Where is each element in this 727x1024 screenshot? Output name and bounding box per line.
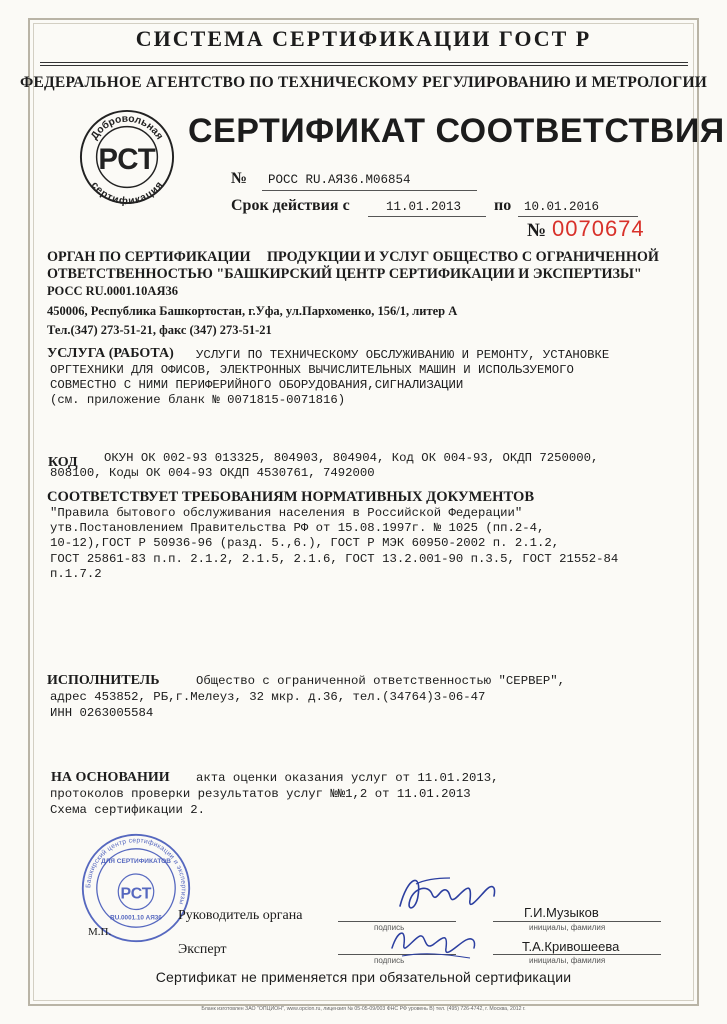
- certificate-number: РОСС RU.АЯ36.М06854: [268, 173, 411, 187]
- basis-label: НА ОСНОВАНИИ: [51, 770, 170, 785]
- service-line-2: ОРГТЕХНИКИ ДЛЯ ОФИСОВ, ЭЛЕКТРОННЫХ ВЫЧИСЛИТЕЛЬНЫХ МАШИН И ИСПОЛЬЗУЕМОГО: [50, 363, 574, 377]
- executor-line-1: Общество с ограниченной ответственностью "СЕРВЕР",: [196, 674, 565, 688]
- code-label: КОД: [48, 455, 78, 470]
- compliance-text: [50, 506, 618, 582]
- footer-print-info: Бланк изготовлен ЗАО "ОПЦИОН", www.opcion.ru, лицензия № 05-05-09/003 ФНС РФ уровень В) тел. (495) 726-4742, г. Москва, 2012 г.: [201, 1006, 526, 1012]
- certificate-title: СЕРТИФИКАТ СООТВЕТСТВИЯ: [188, 112, 725, 150]
- number-underline: [262, 190, 477, 191]
- executor-label: ИСПОЛНИТЕЛЬ: [47, 673, 160, 688]
- service-line-3: СОВМЕСТНО С НИМИ ПЕРИФЕРИЙНОГО ОБОРУДОВАНИЯ,СИГНАЛИЗАЦИИ: [50, 378, 464, 392]
- svg-text:Добровольная: [89, 114, 165, 142]
- compliance-line-3: 10-12),ГОСТ Р 50936-96 (разд. 5.,6.), ГОСТ Р МЭК 60950-2002 п. 2.1.2,: [50, 536, 560, 551]
- service-label: УСЛУГА (РАБОТА): [47, 346, 174, 361]
- expert-name-line: [493, 954, 661, 955]
- stamp-label: ДЛЯ СЕРТИФИКАТОВ: [101, 857, 171, 865]
- header-divider-thin: [40, 65, 688, 66]
- organ-accreditation: РОСС RU.0001.10АЯ36: [47, 284, 178, 298]
- expert-label: Эксперт: [178, 942, 227, 957]
- organ-line-2: ОТВЕТСТВЕННОСТЬЮ "БАШКИРСКИЙ ЦЕНТР СЕРТИФИКАЦИИ И ЭКСПЕРТИЗЫ": [47, 266, 642, 282]
- header-title: СИСТЕМА СЕРТИФИКАЦИИ ГОСТ Р: [135, 26, 592, 51]
- blank-number: 0070674: [552, 216, 645, 241]
- blank-number-label: №: [527, 220, 547, 241]
- gost-r-logo-icon: [78, 108, 176, 206]
- stamp-reg: RU.0001.10 АЯ36: [110, 914, 162, 922]
- head-name-caption: инициалы, фамилия: [529, 923, 606, 932]
- logo-top-text: Добровольная: [89, 113, 165, 142]
- code-line-1: ОКУН ОК 002-93 013325, 804903, 804904, Код ОК 004-93, ОКДП 7250000,: [104, 451, 599, 465]
- organ-label: ОРГАН ПО СЕРТИФИКАЦИИ: [47, 249, 251, 265]
- valid-to-label: по: [494, 197, 512, 214]
- organ-line-1: ПРОДУКЦИИ И УСЛУГ ОБЩЕСТВО С ОГРАНИЧЕННОЙ: [267, 249, 659, 265]
- expert-sign-caption: подпись: [374, 956, 405, 965]
- compliance-line-1: "Правила бытового обслуживания населения в Российской Федерации": [50, 506, 523, 520]
- service-line-4: (см. приложение бланк № 0071815-0071816): [50, 393, 346, 407]
- expert-name: Т.А.Кривошеева: [522, 939, 620, 954]
- basis-line-2: протоколов проверки результатов услуг №№1,2 от 11.01.2013: [50, 787, 471, 801]
- svg-text:сертификация: [89, 180, 166, 206]
- header-divider: [40, 62, 688, 63]
- compliance-line-5: п.1.7.2: [50, 566, 102, 581]
- footer-note: Сертификат не применяется при обязательной сертификации: [155, 969, 572, 985]
- stamp-ring-text: Башкирский центр сертификации и экспертизы: [85, 837, 187, 906]
- stamp-mark: РСТ: [120, 885, 152, 903]
- basis-line-1: акта оценки оказания услуг от 11.01.2013,: [196, 771, 499, 785]
- basis-line-3: Схема сертификации 2.: [50, 803, 205, 817]
- valid-to: 10.01.2016: [524, 200, 600, 214]
- number-label: №: [231, 170, 248, 187]
- compliance-line-4: ГОСТ 25861-83 п.п. 2.1.2, 2.1.5, 2.1.6, ГОСТ 13.2.001-90 п.3.5, ГОСТ 21552-84: [50, 551, 619, 566]
- executor-line-3: ИНН 0263005584: [50, 706, 154, 720]
- compliance-label: СООТВЕТСТВУЕТ ТРЕБОВАНИЯМ НОРМАТИВНЫХ ДОКУМЕНТОВ: [47, 489, 535, 505]
- head-signature-icon: [388, 866, 508, 922]
- organ-phone: Тел.(347) 273-51-21, факс (347) 273-51-21: [47, 323, 272, 337]
- head-label: Руководитель органа: [178, 908, 303, 923]
- head-sign-caption: подпись: [374, 923, 405, 932]
- executor-line-2: адрес 453852, РБ,г.Мелеуз, 32 мкр. д.36, тел.(34764)3-06-47: [50, 690, 486, 704]
- stamp-place-mark: М.П.: [88, 926, 112, 938]
- head-name-line: [493, 921, 661, 922]
- organ-address: 450006, Республика Башкортостан, г.Уфа, ул.Пархоменко, 156/1, литер А: [47, 304, 458, 318]
- logo-mark: РСТ: [98, 142, 156, 176]
- valid-from: 11.01.2013: [386, 200, 462, 214]
- logo-bottom-text: сертификация: [88, 180, 166, 206]
- validity-label: Срок действия с: [231, 197, 350, 214]
- head-name: Г.И.Музыков: [524, 905, 599, 920]
- valid-from-underline: [368, 216, 486, 217]
- code-line-2: 808100, Коды ОК 004-93 ОКДП 4530761, 7492000: [50, 466, 375, 480]
- compliance-line-2: утв.Постановлением Правительства РФ от 15.08.1997г. № 1025 (пп.2-4,: [50, 521, 545, 536]
- service-line-1: УСЛУГИ ПО ТЕХНИЧЕСКОМУ ОБСЛУЖИВАНИЮ И РЕМОНТУ, УСТАНОВКЕ: [196, 348, 610, 362]
- header-subtitle: ФЕДЕРАЛЬНОЕ АГЕНТСТВО ПО ТЕХНИЧЕСКОМУ РЕГУЛИРОВАНИЮ И МЕТРОЛОГИИ: [19, 74, 708, 91]
- expert-signature-icon: [384, 918, 484, 966]
- expert-name-caption: инициалы, фамилия: [529, 956, 606, 965]
